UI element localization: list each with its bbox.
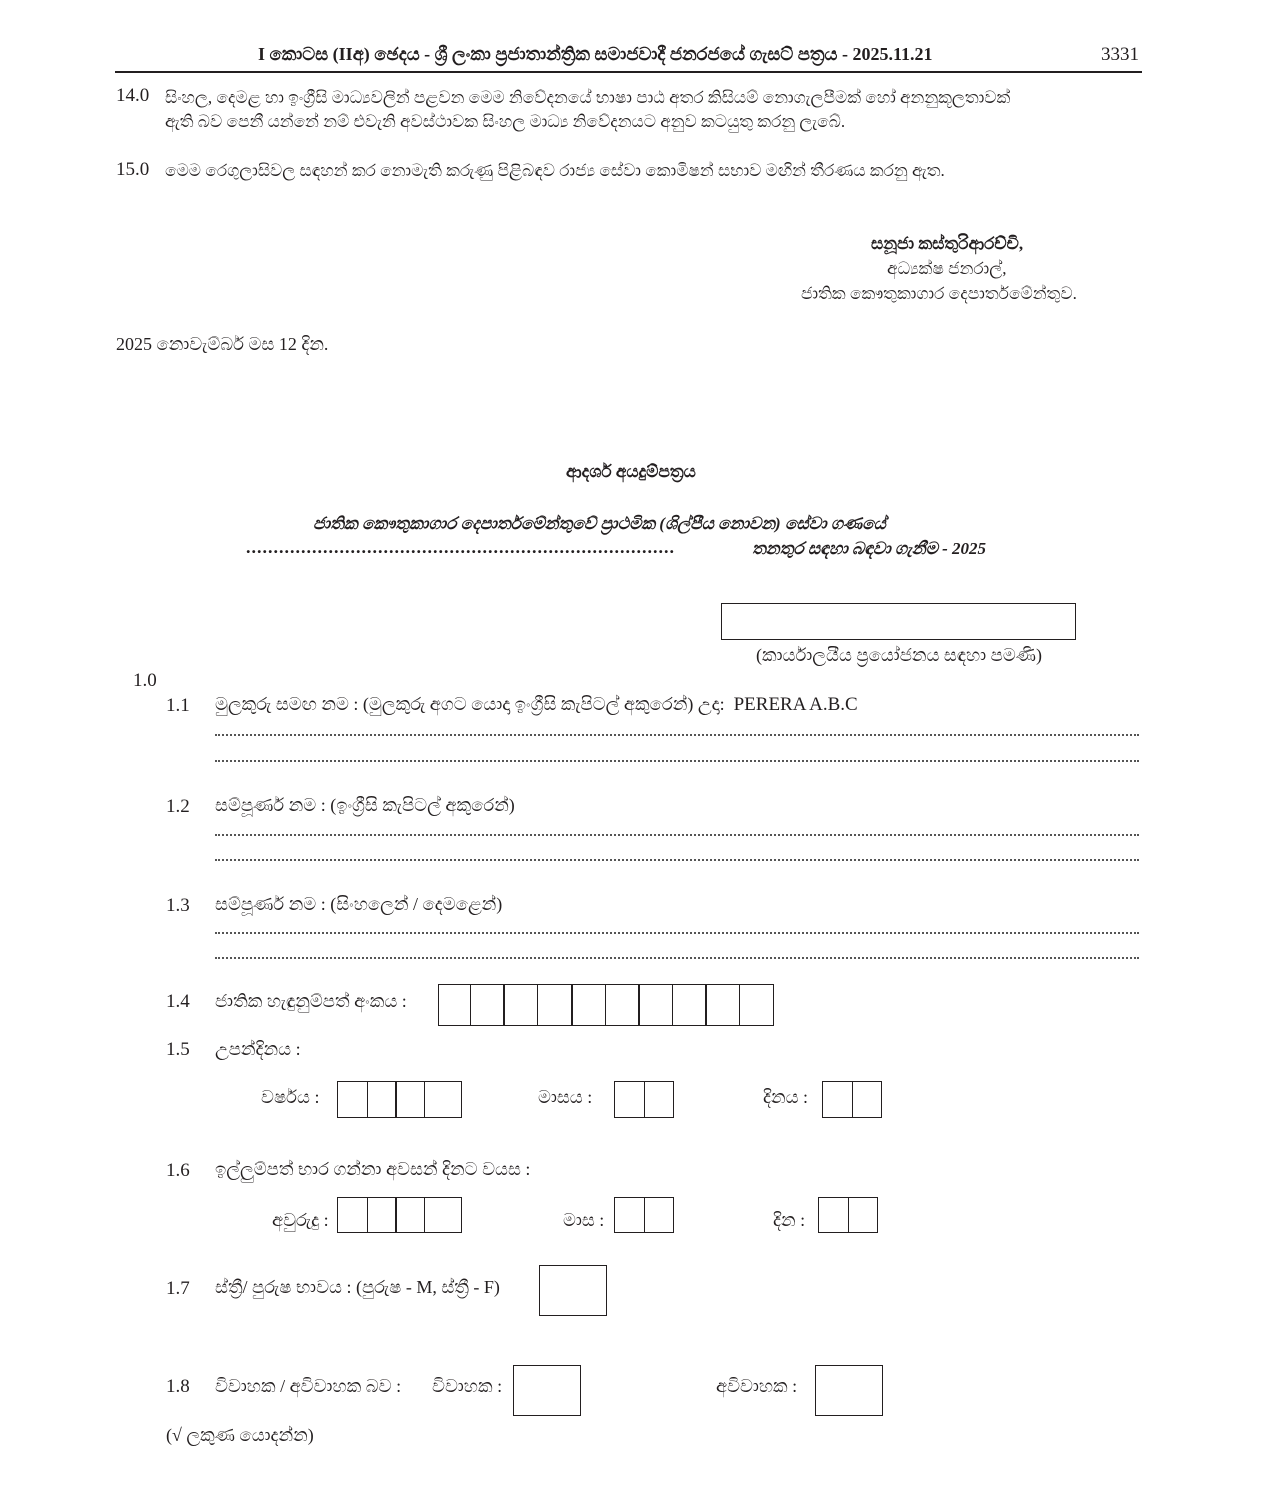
field-1-6-number: 1.6 (166, 1160, 190, 1181)
field-1-2-line-1[interactable] (215, 834, 1139, 836)
married-label: විවාහක : (432, 1376, 503, 1396)
field-1-6-label: ඉල්ලුම්පත් භාර ගන්නා අවසන් දිනට වයස : (215, 1159, 531, 1179)
field-1-5-number: 1.5 (166, 1039, 190, 1060)
dob-year-digit-box[interactable] (424, 1081, 462, 1118)
dob-day-label: දිනය : (763, 1087, 809, 1107)
age-years-digit-box[interactable] (337, 1197, 368, 1233)
form-heading: ආදර්ශ අයදුම්පත්‍රය (566, 462, 696, 481)
nic-digit-box[interactable] (470, 984, 505, 1026)
dob-month-label: මාසය : (538, 1087, 593, 1107)
dob-year-label: වර්ෂය : (261, 1087, 320, 1107)
nic-digit-box[interactable] (672, 984, 707, 1026)
field-1-3-number: 1.3 (166, 895, 190, 916)
header-rule (115, 71, 1142, 73)
age-days-digit-box[interactable] (848, 1197, 878, 1233)
age-days-label: දින : (773, 1210, 806, 1230)
gender-box[interactable] (539, 1265, 607, 1316)
signatory-department: ජාතික කෞතුකාගාර දෙපාර්තමේන්තුව. (801, 284, 1077, 303)
field-1-1-line-2[interactable] (215, 760, 1139, 762)
nic-digit-box[interactable] (705, 984, 740, 1026)
nic-number-boxes (438, 984, 774, 1026)
age-years-digit-box[interactable] (395, 1197, 425, 1233)
field-1-8-number: 1.8 (166, 1376, 190, 1397)
signatory-name: සනූජා කස්තුරිආරච්චි, (871, 234, 1024, 253)
nic-digit-box[interactable] (571, 984, 606, 1026)
nic-digit-box[interactable] (537, 984, 573, 1026)
field-1-2-number: 1.2 (166, 796, 190, 817)
dob-day-digit-box[interactable] (822, 1081, 853, 1118)
office-use-box (721, 603, 1076, 640)
dob-year-digit-box[interactable] (367, 1081, 397, 1118)
dob-year-boxes (337, 1081, 462, 1118)
age-days-digit-box[interactable] (818, 1197, 849, 1233)
field-1-2-label: සම්පූර්ණ නම : (ඉංග්‍රීසි කැපිටල් අකුරෙන්) (215, 795, 515, 815)
nic-digit-box[interactable] (605, 984, 640, 1026)
field-1-1-line-1[interactable] (215, 734, 1139, 736)
married-tick-box[interactable] (513, 1365, 581, 1416)
post-name-blank: .............................................................................. (246, 537, 675, 557)
section-number: 1.0 (133, 670, 157, 691)
age-years-digit-box[interactable] (367, 1197, 397, 1233)
age-years-label: අවුරුදු : (272, 1210, 329, 1230)
field-1-7-number: 1.7 (166, 1278, 190, 1299)
gazette-header-title: I කොටස (IIඅ) ඡෙදය - ශ්‍රී ලංකා ප්‍රජාතාන්ත්‍රික සමාජවාදී ජනරජයේ ගැසට් පත්‍රය - 2025.11.21 (258, 44, 933, 64)
dob-day-digit-box[interactable] (852, 1081, 882, 1118)
age-days-boxes (818, 1197, 878, 1233)
issue-date: 2025 නොවැම්බර් මස 12 දින. (116, 334, 329, 354)
age-months-digit-box[interactable] (644, 1197, 674, 1233)
field-1-3-line-1[interactable] (215, 932, 1139, 934)
age-months-digit-box[interactable] (614, 1197, 645, 1233)
nic-digit-box[interactable] (739, 984, 774, 1026)
dob-month-digit-box[interactable] (614, 1081, 645, 1118)
field-1-1-label-text: මුලකුරු සමඟ නම : (මුලකුරු අගට යොදා ඉංග්‍රීසි කැපිටල් අකුරෙන්) උදා: (215, 694, 725, 714)
field-1-4-label: ජාතික හැඳුනුම්පත් අංකය : (215, 991, 407, 1011)
dob-year-digit-box[interactable] (395, 1081, 425, 1118)
field-1-1-example: PERERA A.B.C (733, 694, 858, 715)
signatory-title: අධ්‍යක්ෂ ජනරාල්, (887, 259, 1007, 278)
clause-15-text: මෙම රෙගුලාසිවල සඳහන් කර නොමැති කරුණු පිළිබඳව රාජ්‍ය සේවා කොමිෂන් සභාව මඟින් තීරණය කරනු ඇත. (165, 161, 945, 180)
tick-note: (√ ලකුණ යොදන්න) (166, 1425, 314, 1445)
age-months-label: මාස : (563, 1210, 605, 1230)
field-1-1-number: 1.1 (166, 695, 190, 716)
nic-digit-box[interactable] (638, 984, 673, 1026)
age-months-boxes (614, 1197, 674, 1233)
field-1-3-line-2[interactable] (215, 957, 1139, 959)
field-1-7-label: ස්ත්‍රී/ පුරුෂ භාවය : (පුරුෂ - M, ස්ත්‍රී - F) (215, 1277, 500, 1297)
page-number: 3331 (1101, 44, 1139, 65)
field-1-5-label: උපන්දිනය : (215, 1039, 301, 1059)
nic-digit-box[interactable] (503, 984, 538, 1026)
clause-14-line2: ඇති බව පෙනී යන්නේ නම් එවැනි අවස්ථාවක සිංහල මාධ්‍ය නිවේදනයට අනුව කටයුතු කරනු ලැබේ. (165, 112, 846, 131)
field-1-2-line-2[interactable] (215, 859, 1139, 861)
dob-day-boxes (822, 1081, 882, 1118)
dob-month-boxes (614, 1081, 674, 1118)
clause-15-number: 15.0 (116, 159, 150, 180)
field-1-1-label (215, 694, 858, 716)
field-1-4-number: 1.4 (166, 991, 190, 1012)
age-years-boxes (337, 1197, 462, 1233)
form-subheading-line2: තනතුර සඳහා බඳවා ගැනීම - 2025 (752, 539, 987, 558)
nic-digit-box[interactable] (438, 984, 471, 1026)
form-subheading-line1: ජාතික කෞතුකාගාර දෙපාර්තමේන්තුවේ ප්‍රාථමික (ශිල්පීය නොවන) සේවා ගණයේ (313, 514, 886, 533)
dob-month-digit-box[interactable] (644, 1081, 674, 1118)
unmarried-label: අවිවාහක : (716, 1376, 798, 1396)
field-1-3-label: සම්පූර්ණ නම : (සිංහලෙන් / දෙමළෙන්) (215, 894, 503, 914)
dob-year-digit-box[interactable] (337, 1081, 368, 1118)
clause-14-number: 14.0 (116, 85, 150, 106)
office-use-label: (කාර්යාලයීය ප්‍රයෝජනය සඳහා පමණි) (756, 645, 1042, 665)
field-1-8-label: විවාහක / අවිවාහක බව : (215, 1376, 402, 1396)
unmarried-tick-box[interactable] (815, 1365, 883, 1416)
age-years-digit-box[interactable] (424, 1197, 462, 1233)
clause-14-line1: සිංහල, දෙමළ හා ඉංග්‍රීසි මාධ්‍යවලින් පළවන මෙම නිවේදනයේ භාෂා පාඨ අතර කිසියම් නොගැලපීමක් හෝ අනනුකූලතාවක් (165, 88, 1011, 107)
